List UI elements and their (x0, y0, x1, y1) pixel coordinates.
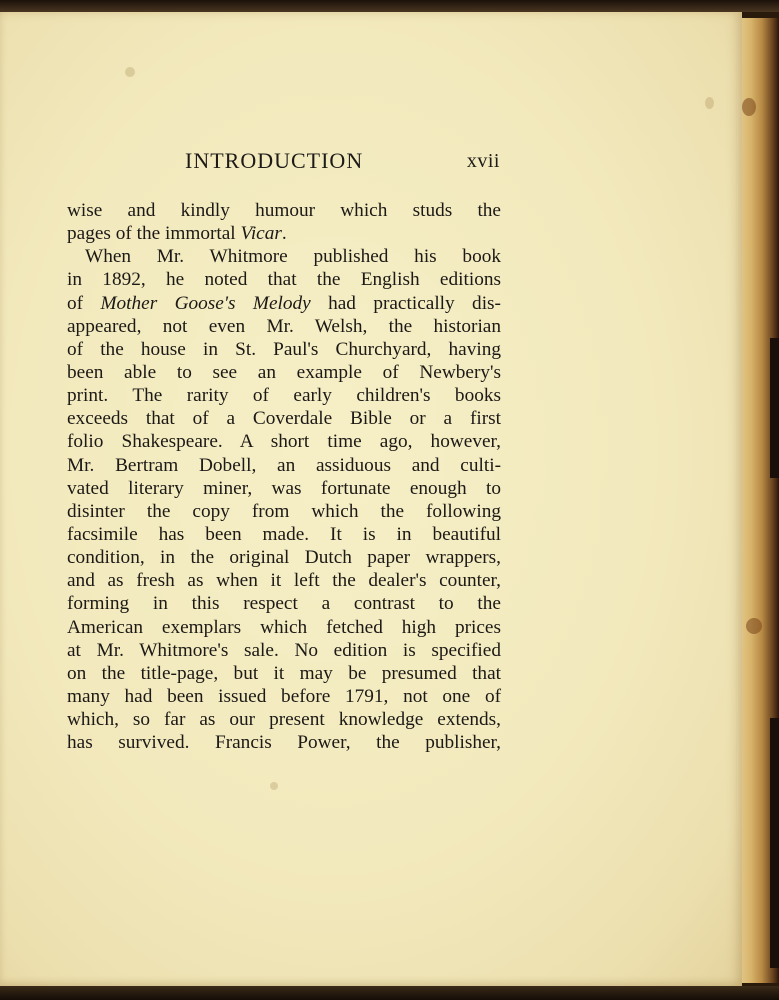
page-fore-edge (736, 18, 779, 983)
text-line: disinter the copy from which the following (67, 500, 501, 522)
page-number: xvii (466, 150, 500, 172)
text-line: of the house in St. Paul's Churchyard, having (67, 338, 501, 360)
foxing-spot (705, 97, 714, 109)
text-line: folio Shakespeare. A short time ago, however, (67, 431, 501, 453)
italic-title: Mother Goose's Melody (100, 292, 311, 314)
spine-shadow (770, 718, 779, 968)
italic-title: Vicar (240, 223, 282, 245)
text-line: American exemplars which fetched high prices (67, 616, 501, 638)
text-line: vated literary miner, was fortunate enough to (67, 477, 501, 499)
text-line: in 1892, he noted that the English editions (67, 269, 501, 291)
text-line: many had been issued before 1791, not one of (67, 685, 501, 707)
text-line: forming in this respect a contrast to the (67, 593, 501, 615)
text-line: and as fresh as when it left the dealer's counter, (67, 570, 501, 592)
text-line: print. The rarity of early children's books (67, 385, 501, 407)
text-line: wise and kindly humour which studs the (67, 200, 501, 221)
text-line: has survived. Francis Power, the publisher, (67, 732, 501, 754)
edge-stain (742, 98, 756, 116)
scan-bottom-edge (0, 986, 779, 1000)
text-line: which, so far as our present knowledge extends, (67, 709, 501, 731)
text-line: appeared, not even Mr. Welsh, the historian (67, 315, 501, 337)
text-line: of Mother Goose's Melody had practically dis- (67, 292, 501, 314)
scan-top-edge (0, 0, 779, 12)
spine-shadow (770, 338, 779, 478)
text-line: Mr. Bertram Dobell, an assiduous and culti- (67, 454, 501, 476)
text-line: pages of the immortal Vicar. (67, 223, 287, 245)
text-line: When Mr. Whitmore published his book (85, 246, 501, 268)
text-line: at Mr. Whitmore's sale. No edition is specified (67, 639, 501, 661)
text-line: facsimile has been made. It is in beautiful (67, 523, 501, 545)
text-line: on the title-page, but it may be presumed that (67, 662, 501, 684)
text-line: condition, in the original Dutch paper wrappers, (67, 547, 501, 569)
foxing-spot (270, 782, 278, 790)
text-line: exceeds that of a Coverdale Bible or a first (67, 408, 501, 430)
foxing-spot (125, 67, 135, 77)
text-line: been able to see an example of Newbery's (67, 361, 501, 383)
edge-stain (746, 618, 762, 634)
body-text (67, 199, 501, 754)
running-head: INTRODUCTION (185, 148, 364, 173)
